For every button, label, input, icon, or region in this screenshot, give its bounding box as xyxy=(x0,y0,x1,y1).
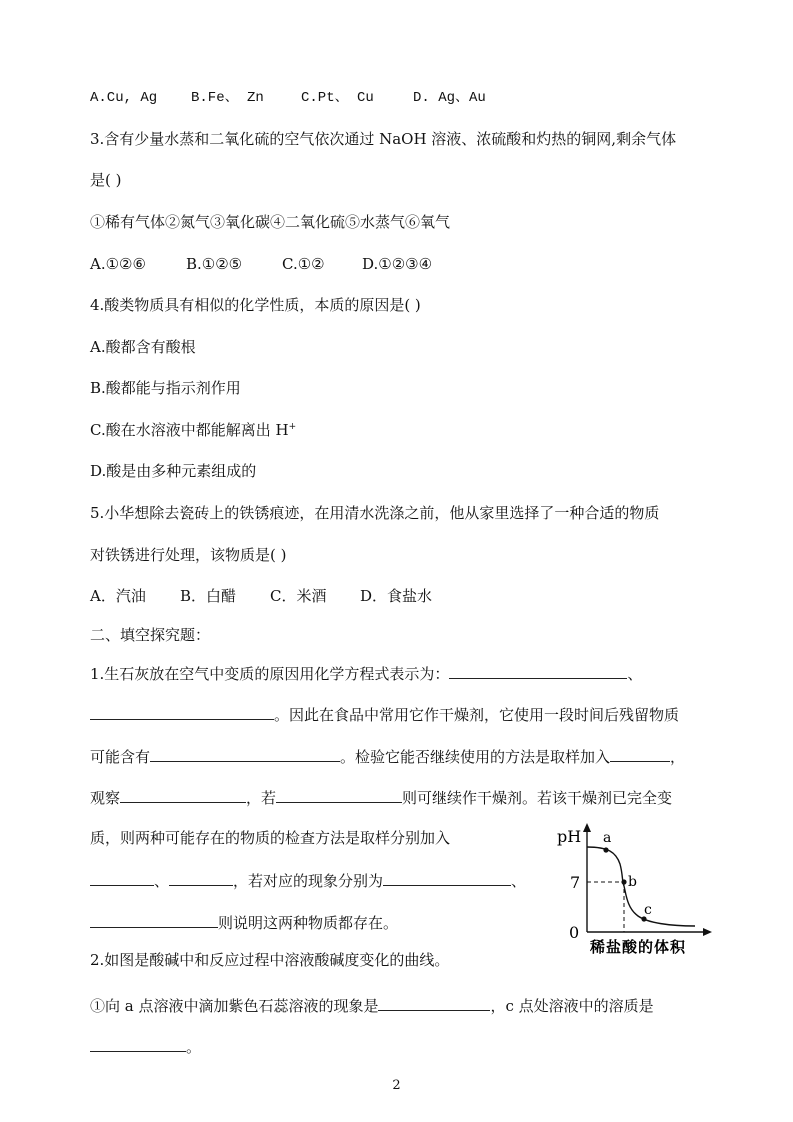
fill2-line3: 。 xyxy=(90,1035,201,1057)
page-number: 2 xyxy=(392,1078,401,1093)
q4-question: 4.酸类物质具有相似的化学性质，本质的原因是( ) xyxy=(90,296,421,314)
fill1-line4: 观察 ，若 则可继续作干燥剂。若该干燥剂已完全变 xyxy=(90,786,672,808)
q3-options-row xyxy=(90,254,432,274)
q4-option-a: A.酸都含有酸根 xyxy=(90,338,196,356)
answer-blank[interactable] xyxy=(90,1035,186,1052)
answer-blank[interactable] xyxy=(449,662,627,679)
x-axis-label: 稀盐酸的体积 xyxy=(590,938,687,956)
answer-blank[interactable] xyxy=(169,869,233,886)
h-plus-superscript: + xyxy=(288,422,297,432)
q5-option-c: C．米酒 xyxy=(270,587,327,605)
answer-blank[interactable] xyxy=(120,786,246,803)
point-b-label: b xyxy=(628,874,637,890)
fill1-line5: 质，则两种可能存在的物质的检查方法是取样分别加入 xyxy=(90,829,451,847)
origin-label: 0 xyxy=(569,923,580,942)
fill1-line6: 、 ，若对应的现象分别为 、 xyxy=(90,869,526,891)
q3-question-line1: 3.含有少量水蒸和二氧化硫的空气依次通过 NaOH 溶液、浓硫酸和灼热的铜网,剩余气体 xyxy=(90,130,677,148)
q5-option-b: B．白醋 xyxy=(180,587,237,605)
x-axis-arrow xyxy=(703,928,712,936)
q2-option-a: A.Cu, Ag xyxy=(90,90,158,106)
fill1-line2: 。因此在食品中常用它作干燥剂，它使用一段时间后残留物质 xyxy=(90,703,679,725)
fill1-line7: 则说明这两种物质都存在。 xyxy=(90,911,398,933)
q3-option-a: A.①②⑥ xyxy=(90,255,146,273)
q5-question-line2: 对铁锈进行处理，该物质是( ) xyxy=(90,546,287,564)
answer-blank[interactable] xyxy=(90,703,274,720)
ph7-tick-label: 7 xyxy=(570,873,581,892)
point-b xyxy=(621,879,626,884)
q2-option-c: C.Pt、 Cu xyxy=(301,90,374,106)
q3-option-b: B.①②⑤ xyxy=(186,255,243,273)
q3-items: ①稀有气体②氮气③氧化碳④二氧化硫⑤水蒸气⑥氧气 xyxy=(90,213,451,231)
point-a xyxy=(603,847,608,852)
fill1-line3: 可能含有 。检验它能否继续使用的方法是取样加入 ， xyxy=(90,745,685,767)
y-axis-label: pH xyxy=(557,827,582,846)
q2-options-row xyxy=(90,88,486,108)
fill2-line2: ①向 a 点溶液中滴加紫色石蕊溶液的现象是 ，c 点处溶液中的溶质是 xyxy=(90,994,654,1016)
q5-option-d: D．食盐水 xyxy=(360,587,433,605)
fill1-line1: 1.生石灰放在空气中变质的原因用化学方程式表示为： 、 xyxy=(90,662,642,684)
q4-option-d: D.酸是由多种元素组成的 xyxy=(90,462,257,480)
answer-blank[interactable] xyxy=(90,911,218,928)
q5-options-row xyxy=(90,586,432,606)
fill2-question: 2.如图是酸碱中和反应过程中溶液酸碱度变化的曲线。 xyxy=(90,951,450,969)
q3-question-line2: 是( ) xyxy=(90,171,122,189)
answer-blank[interactable] xyxy=(378,994,490,1011)
answer-blank[interactable] xyxy=(610,745,670,762)
q5-question-line1: 5.小华想除去瓷砖上的铁锈痕迹，在用清水洗涤之前，他从家里选择了一种合适的物质 xyxy=(90,504,660,522)
q2-option-b: B.Fe、 Zn xyxy=(191,90,264,106)
y-axis-arrow xyxy=(583,823,591,832)
q2-option-d: D. Ag、Au xyxy=(413,90,486,106)
q3-option-d: D.①②③④ xyxy=(362,255,433,273)
answer-blank[interactable] xyxy=(276,786,402,803)
ph-graph-figure xyxy=(557,820,720,960)
q4-option-b: B.酸都能与指示剂作用 xyxy=(90,379,241,397)
answer-blank[interactable] xyxy=(150,745,340,762)
answer-blank[interactable] xyxy=(383,869,511,886)
point-a-label: a xyxy=(603,830,612,846)
point-c-label: c xyxy=(644,902,652,918)
answer-blank[interactable] xyxy=(90,869,154,886)
q4-option-c-text: C.酸在水溶液中都能解离出 H xyxy=(90,421,289,439)
q4-option-c xyxy=(90,420,296,440)
ph-curve xyxy=(587,847,695,926)
section-2-title: 二、填空探究题： xyxy=(90,626,211,644)
q5-option-a: A．汽油 xyxy=(90,587,146,605)
q3-option-c: C.①② xyxy=(282,255,325,273)
